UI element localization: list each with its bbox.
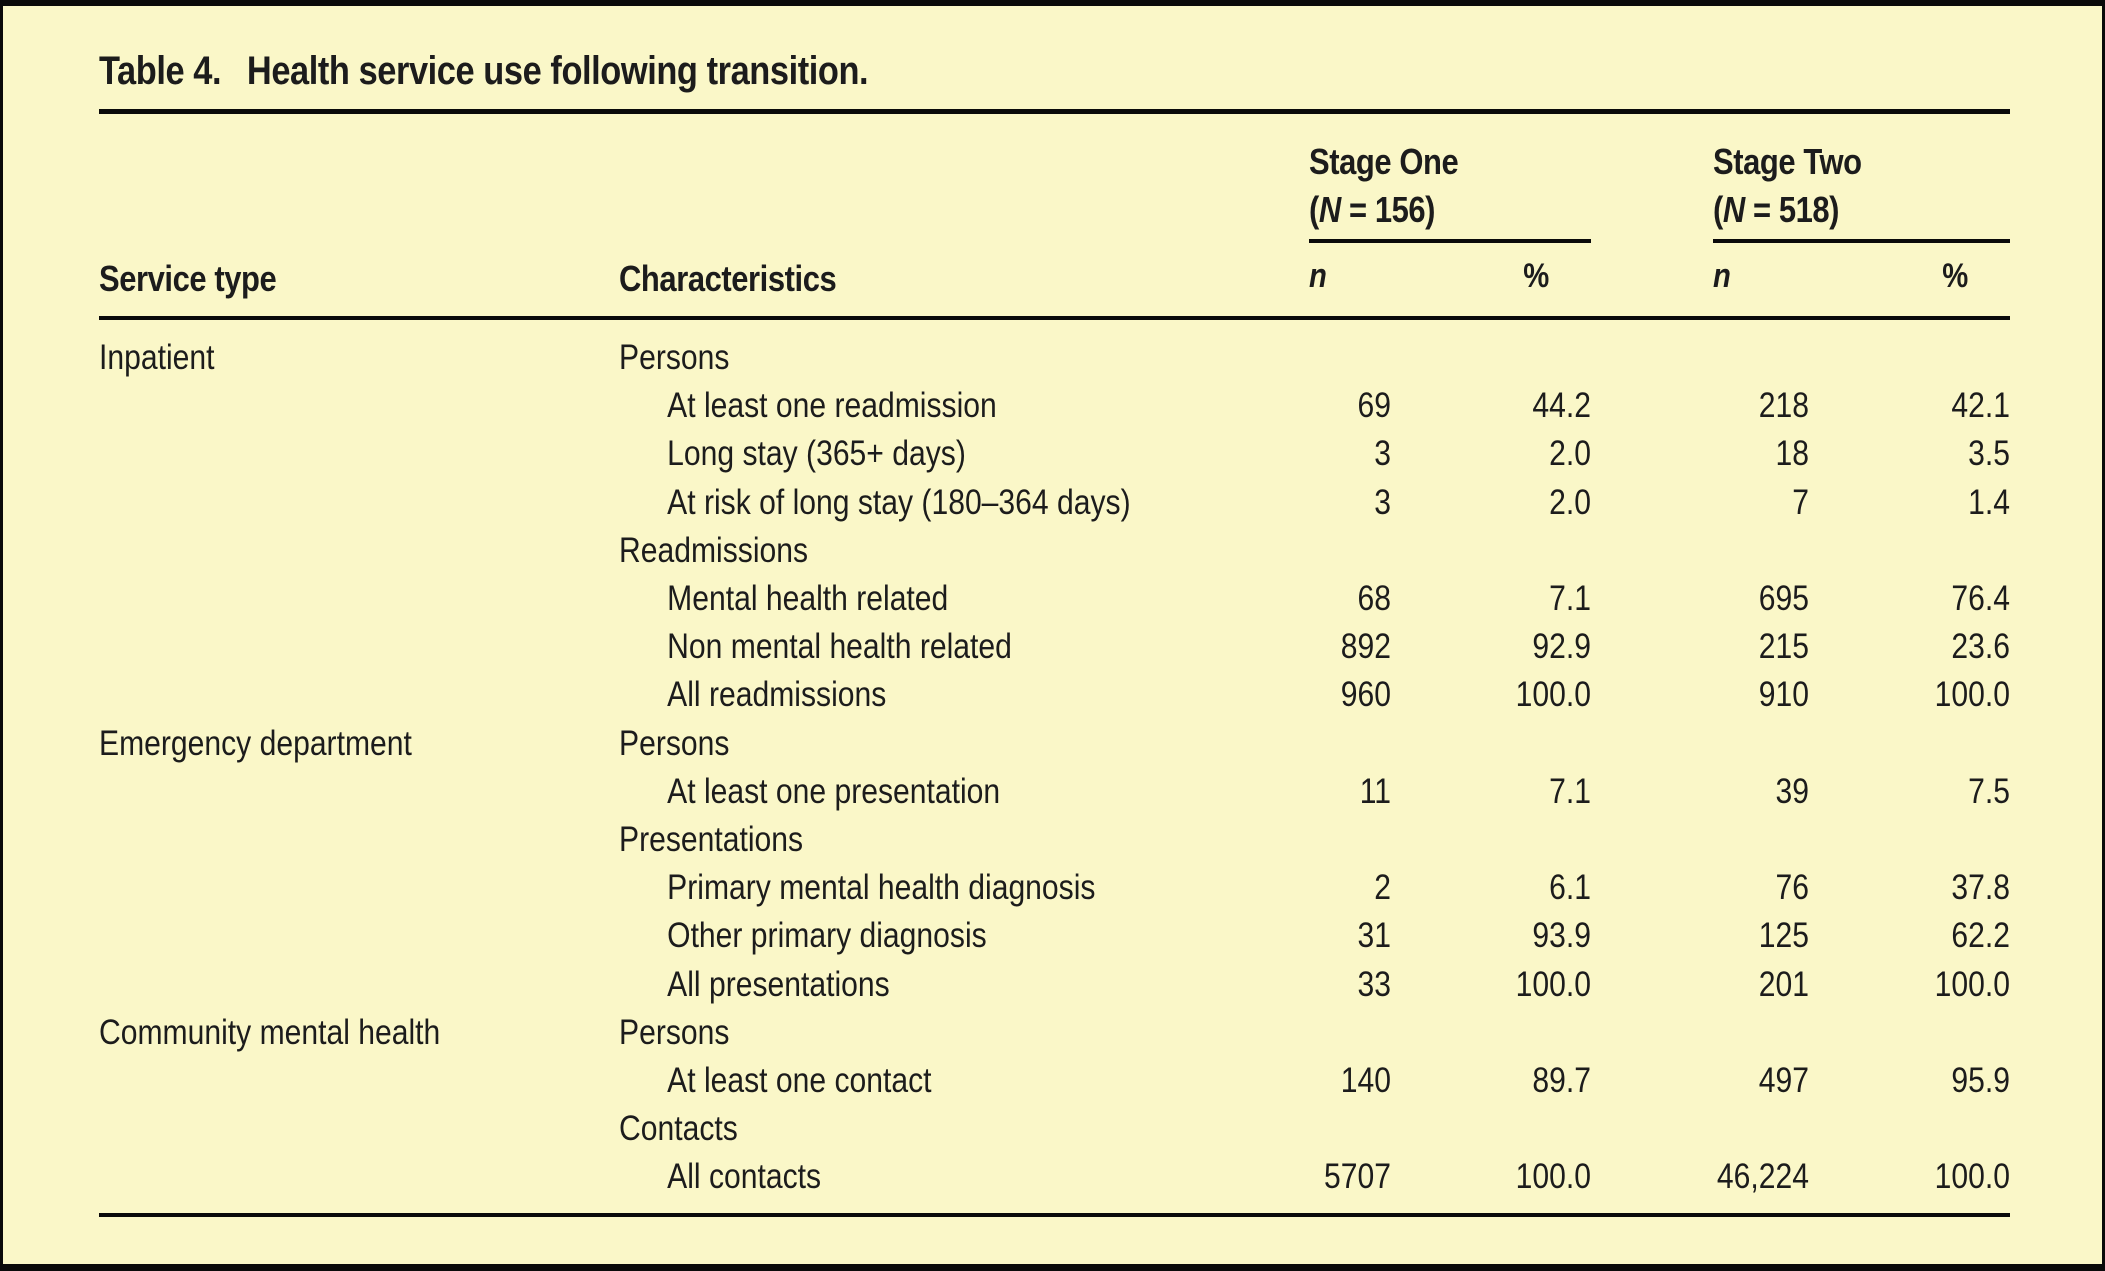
- stage1-n-cell: 11: [1359, 771, 1391, 811]
- stage-one-subheaders: [1309, 257, 1591, 316]
- table-row: [99, 671, 2010, 719]
- stage2-n-cell: 215: [1758, 627, 1809, 667]
- paren-open: (: [1309, 189, 1319, 230]
- characteristic-cell: All contacts: [667, 1157, 822, 1197]
- bottom-rule: [99, 1213, 2010, 1217]
- stage1-pct-cell: 2.0: [1549, 482, 1591, 522]
- stage-one-header-cell: [1309, 114, 1591, 316]
- stage1-pct-cell: 100.0: [1515, 1157, 1591, 1197]
- table-row: [99, 768, 2010, 816]
- characteristic-cell: At least one contact: [667, 1060, 932, 1100]
- characteristic-cell: Primary mental health diagnosis: [667, 868, 1096, 908]
- stage1-pct-cell: 6.1: [1549, 868, 1591, 908]
- stage-two-header: [1713, 114, 2010, 316]
- characteristic-cell: Contacts: [619, 1109, 738, 1149]
- stage2-n-cell: 39: [1775, 771, 1809, 811]
- table-content: [99, 6, 2010, 1217]
- stage-one-header: [1309, 114, 1591, 316]
- characteristic-cell: At least one presentation: [667, 771, 1001, 811]
- stage1-pct-cell: 44.2: [1532, 386, 1591, 426]
- stage1-n-cell: 69: [1357, 386, 1391, 426]
- stage1-pct-cell: 7.1: [1549, 579, 1591, 619]
- characteristic-cell: Persons: [619, 338, 730, 378]
- stage2-n-cell: 497: [1758, 1060, 1809, 1100]
- table-row: [99, 1057, 2010, 1105]
- table-row: [99, 479, 2010, 527]
- column-header-characteristics: [619, 258, 1309, 316]
- stage2-n-cell: 76: [1775, 868, 1809, 908]
- stage1-n-cell: 3: [1374, 482, 1391, 522]
- stage1-pct-cell: 2.0: [1549, 434, 1591, 474]
- table-row: [99, 864, 2010, 912]
- table-row: [99, 527, 2010, 575]
- table-body: [99, 334, 2010, 1201]
- stage2-n-cell: 218: [1758, 386, 1809, 426]
- table-title: [99, 46, 2010, 96]
- characteristic-cell: Readmissions: [619, 530, 809, 570]
- table-header: [99, 114, 2010, 316]
- characteristic-cell: At risk of long stay (180–364 days): [667, 482, 1131, 522]
- stage1-pct-cell: 89.7: [1532, 1060, 1591, 1100]
- column-header-characteristics-text: Characteristics: [619, 258, 837, 299]
- stage1-n-cell: 3: [1374, 434, 1391, 474]
- table-row: [99, 720, 2010, 768]
- table-row: [99, 816, 2010, 864]
- stage1-n-cell: 33: [1357, 964, 1391, 1004]
- service-type-cell: Inpatient: [99, 338, 215, 378]
- stage2-pct-cell: 37.8: [1951, 868, 2010, 908]
- stage-two-header-cell: [1591, 114, 2010, 316]
- stage-one-n-label: n: [1309, 257, 1327, 295]
- stage-two-rule: [1713, 239, 2010, 243]
- table-row: [99, 623, 2010, 671]
- column-header-service-type: [99, 258, 619, 316]
- stage-one-title-text: Stage One: [1309, 141, 1459, 182]
- service-type-cell: Emergency department: [99, 723, 412, 763]
- table-row: [99, 960, 2010, 1008]
- stage2-pct-cell: 95.9: [1951, 1060, 2010, 1100]
- characteristic-cell: All presentations: [667, 964, 890, 1004]
- stage2-pct-cell: 7.5: [1968, 771, 2010, 811]
- characteristic-cell: Mental health related: [667, 579, 949, 619]
- table-caption: Health service use following transition.: [246, 49, 869, 93]
- characteristic-cell: Long stay (365+ days): [667, 434, 966, 474]
- stage2-pct-cell: 3.5: [1968, 434, 2010, 474]
- stage-two-n-label: n: [1713, 257, 1731, 295]
- stage2-n-cell: 18: [1775, 434, 1809, 474]
- stage-two-subheaders: [1713, 257, 2010, 316]
- stage1-pct-cell: 7.1: [1549, 771, 1591, 811]
- stage1-n-cell: 892: [1340, 627, 1391, 667]
- n-symbol-italic: N: [1722, 189, 1745, 230]
- stage-two-n-count: [1713, 186, 1839, 234]
- stage-one-n-count: [1309, 186, 1435, 234]
- characteristic-cell: Persons: [619, 723, 730, 763]
- table-row: [99, 912, 2010, 960]
- stage1-n-cell: 2: [1374, 868, 1391, 908]
- stage2-pct-cell: 100.0: [1934, 1157, 2010, 1197]
- stage2-n-cell: 910: [1758, 675, 1809, 715]
- stage2-pct-cell: 23.6: [1951, 627, 2010, 667]
- characteristic-cell: Non mental health related: [667, 627, 1012, 667]
- stage-one-pct-label: %: [1522, 257, 1549, 295]
- service-type-cell: Community mental health: [99, 1012, 441, 1052]
- table-row: [99, 1105, 2010, 1153]
- stage1-pct-cell: 92.9: [1532, 627, 1591, 667]
- stage-one-title: [1309, 138, 1591, 234]
- stage1-n-cell: 31: [1357, 916, 1391, 956]
- stage1-n-cell: 5707: [1324, 1157, 1391, 1197]
- stage2-n-cell: 695: [1758, 579, 1809, 619]
- table-row: [99, 1153, 2010, 1201]
- stage2-n-cell: 7: [1792, 482, 1809, 522]
- stage1-pct-cell: 100.0: [1515, 675, 1591, 715]
- table-row: [99, 1009, 2010, 1057]
- stage1-n-cell: 960: [1340, 675, 1391, 715]
- stage1-n-cell: 140: [1340, 1060, 1391, 1100]
- stage2-n-cell: 46,224: [1716, 1157, 1809, 1197]
- table-row: [99, 334, 2010, 382]
- table-row: [99, 382, 2010, 430]
- stage2-n-cell: 201: [1758, 964, 1809, 1004]
- stage-two-pct-label: %: [1941, 257, 1968, 295]
- paren-open: (: [1713, 189, 1723, 230]
- stage2-pct-cell: 100.0: [1934, 675, 2010, 715]
- characteristic-cell: Persons: [619, 1012, 730, 1052]
- stage-two-pct-label-wrap: [1938, 257, 1968, 296]
- stage1-pct-cell: 93.9: [1532, 916, 1591, 956]
- header-rule: [99, 316, 2010, 320]
- stage2-pct-cell: 62.2: [1951, 916, 2010, 956]
- n-symbol-italic: N: [1318, 189, 1341, 230]
- table-row: [99, 430, 2010, 478]
- stage-one-rule: [1309, 239, 1591, 243]
- stage2-pct-cell: 42.1: [1951, 386, 2010, 426]
- stage-one-pct-label-wrap: [1519, 257, 1549, 296]
- stage-two-title-text: Stage Two: [1713, 141, 1862, 182]
- table-title-text: [99, 46, 868, 96]
- column-header-service-type-text: Service type: [99, 258, 277, 299]
- characteristic-cell: At least one readmission: [667, 386, 997, 426]
- stage2-pct-cell: 76.4: [1951, 579, 2010, 619]
- characteristic-cell: Presentations: [619, 819, 804, 859]
- stage1-pct-cell: 100.0: [1515, 964, 1591, 1004]
- characteristic-cell: All readmissions: [667, 675, 887, 715]
- n-count-value: = 156): [1340, 189, 1436, 230]
- table-row: [99, 575, 2010, 623]
- stage2-n-cell: 125: [1758, 916, 1809, 956]
- table-number: Table 4.: [99, 49, 222, 93]
- characteristic-cell: Other primary diagnosis: [667, 916, 987, 956]
- stage-two-title: [1713, 138, 2010, 234]
- stage1-n-cell: 68: [1357, 579, 1391, 619]
- stage2-pct-cell: 100.0: [1934, 964, 2010, 1004]
- stage2-pct-cell: 1.4: [1968, 482, 2010, 522]
- n-count-value: = 518): [1744, 189, 1840, 230]
